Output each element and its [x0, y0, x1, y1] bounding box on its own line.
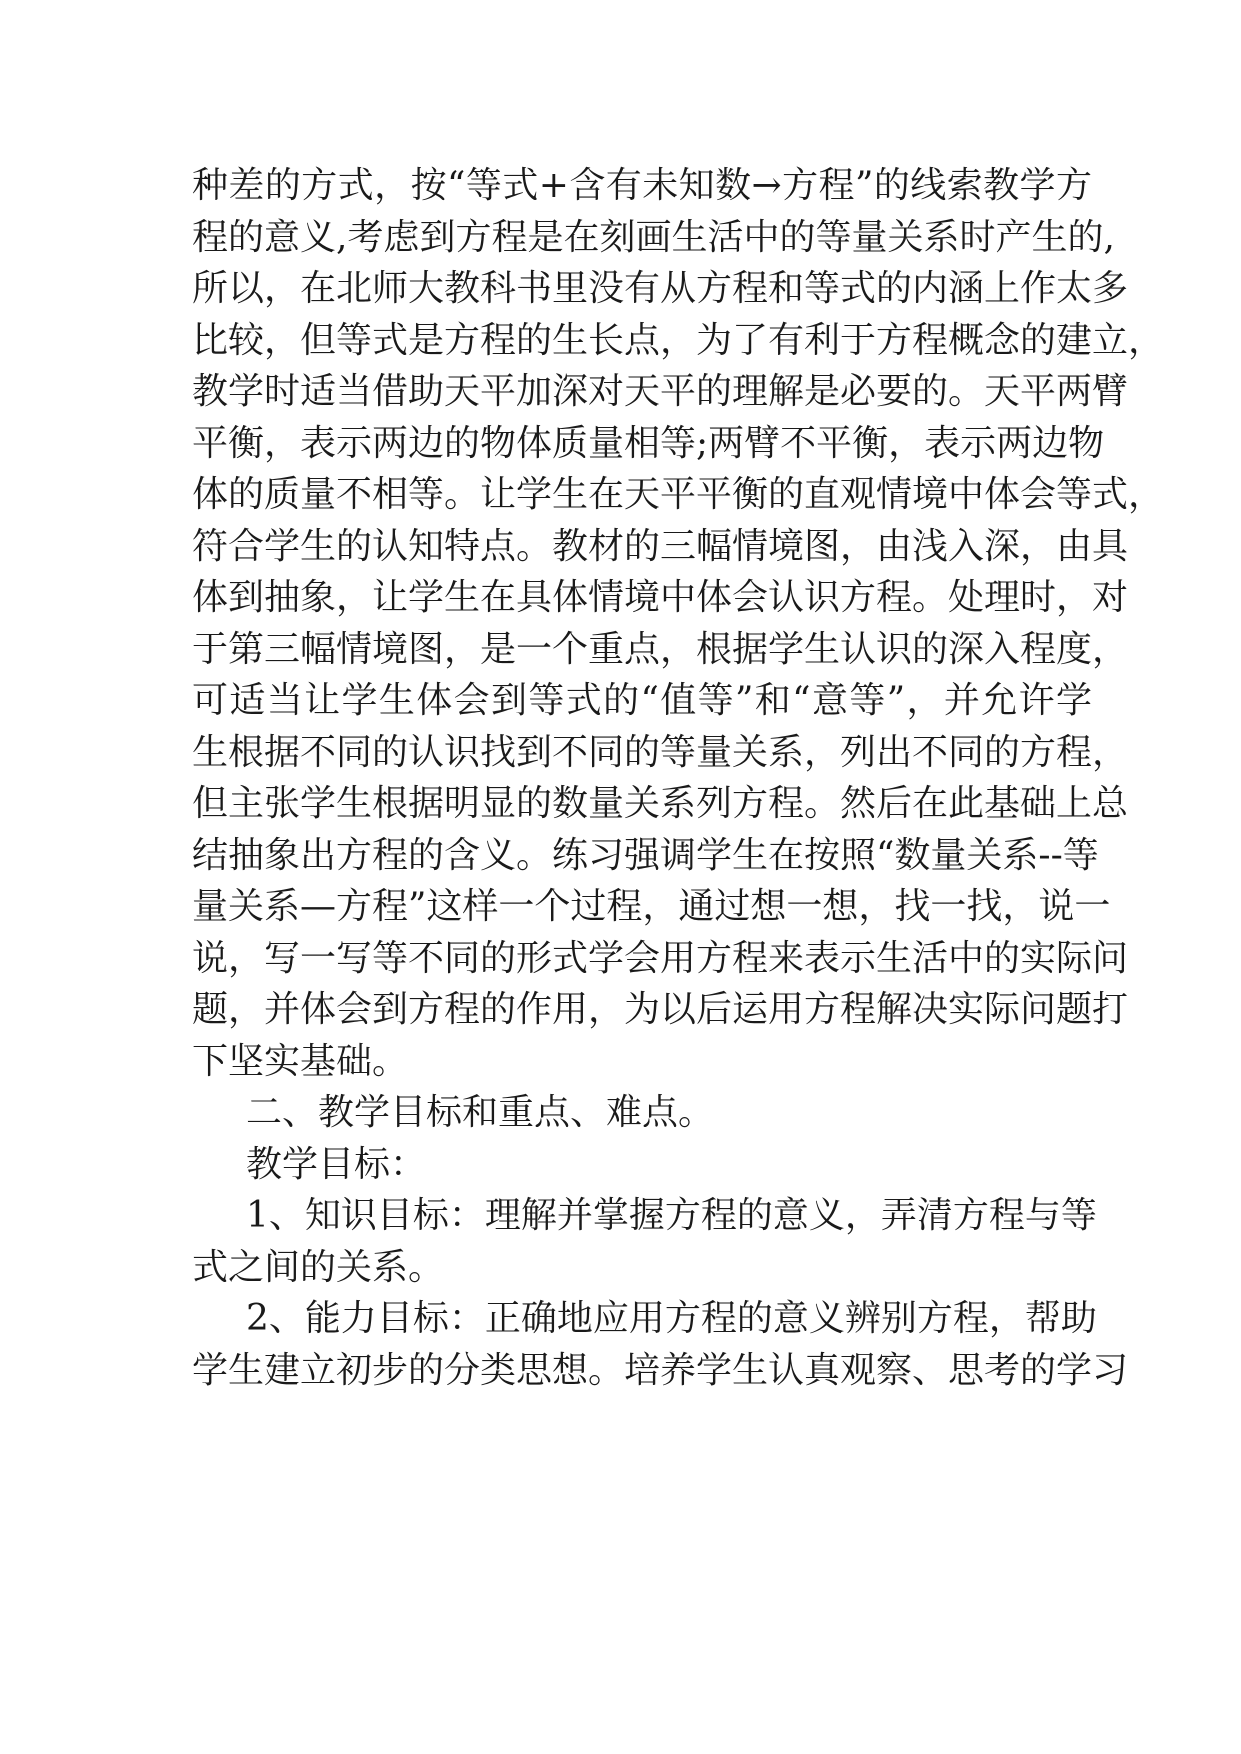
text-line: 比较，但等式是方程的生长点，为了有利于方程概念的建立， [192, 319, 1165, 361]
text-line: 教学时适当借助天平加深对天平的理解是必要的。天平两臂 [192, 371, 1129, 412]
objective-knowledge [192, 1190, 1097, 1293]
text-line: 下坚实基础。 [192, 1040, 409, 1082]
objective-ability [192, 1293, 1129, 1396]
document-body [192, 160, 1165, 1396]
text-line: 量关系—方程”这样一个过程，通过想一想，找一找，说一 [192, 886, 1111, 927]
text-line: 符合学生的认知特点。教材的三幅情境图，由浅入深，由具 [192, 525, 1129, 567]
text-line: 种差的方式，按“等式+含有未知数→方程”的线索教学方 [192, 165, 1092, 206]
text-line: 结抽象出方程的含义。练习强调学生在按照“数量关系--等 [192, 834, 1099, 876]
text-line: 说，写一写等不同的形式学会用方程来表示生活中的实际问 [192, 937, 1129, 979]
text-line: 2、能力目标：正确地应用方程的意义辨别方程，帮助 [246, 1298, 1097, 1339]
text-line: 所以，在北师大教科书里没有从方程和等式的内涵上作太多 [192, 268, 1129, 309]
text-line: 程的意义,考虑到方程是在刻画生活中的等量关系时产生的, [192, 216, 1115, 258]
text-line: 但主张学生根据明显的数量关系列方程。然后在此基础上总 [192, 783, 1129, 824]
text-line: 学生建立初步的分类思想。培养学生认真观察、思考的学习 [192, 1349, 1129, 1391]
text-line: 平衡，表示两边的物体质量相等;两臂不平衡，表示两边物 [192, 422, 1105, 464]
text-line: 题，并体会到方程的作用，为以后运用方程解决实际问题打 [192, 989, 1129, 1030]
text-line: 1、知识目标：理解并掌握方程的意义，弄清方程与等 [246, 1195, 1097, 1236]
text-line: 生根据不同的认识找到不同的等量关系，列出不同的方程， [192, 731, 1129, 773]
text-line: 可适当让学生体会到等式的“值等”和“意等”，并允许学 [192, 680, 1092, 721]
section-heading: 二、教学目标和重点、难点。 [246, 1092, 715, 1133]
text-line: 于第三幅情境图，是一个重点，根据学生认识的深入程度， [192, 628, 1129, 670]
text-line: 体的质量不相等。让学生在天平平衡的直观情境中体会等式， [192, 474, 1165, 515]
objectives-label: 教学目标： [246, 1143, 427, 1185]
text-line: 式之间的关系。 [192, 1246, 445, 1288]
paragraph-intro [192, 160, 1165, 1087]
text-line: 体到抽象，让学生在具体情境中体会认识方程。处理时，对 [192, 577, 1129, 618]
